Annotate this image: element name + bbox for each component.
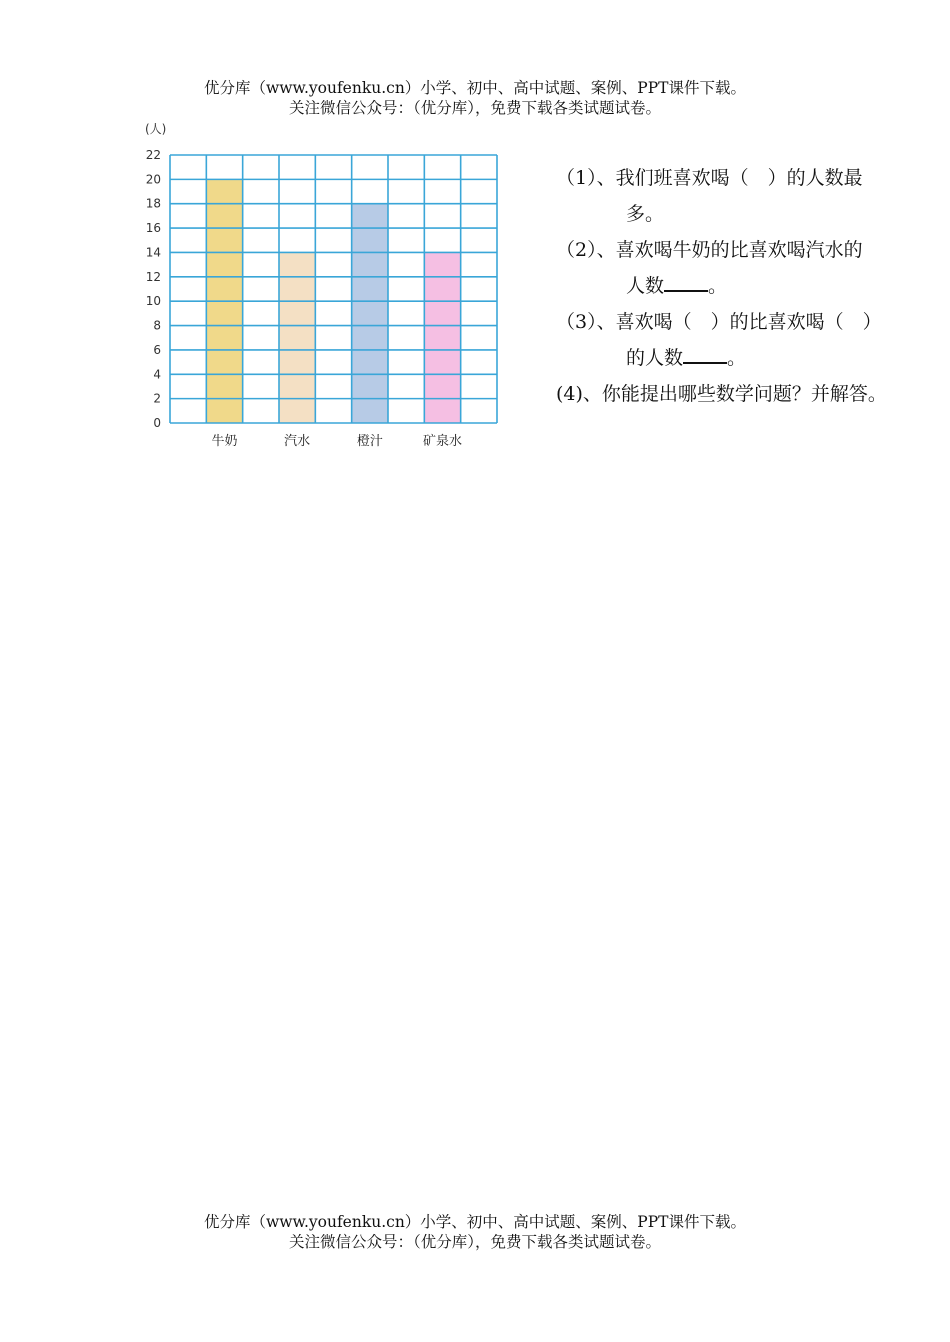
y-tick-label: 18 <box>145 196 161 211</box>
y-tick-label: 2 <box>153 391 161 406</box>
bar-3 <box>352 204 388 423</box>
question-2-line-1: （2）、喜欢喝牛奶的比喜欢喝汽水的 <box>556 239 863 261</box>
bar-4 <box>424 252 460 423</box>
question-3-line-1: （3）、喜欢喝（ ）的比喜欢喝（ ） <box>556 311 882 333</box>
y-tick-label: 14 <box>145 245 161 260</box>
page-header <box>0 78 950 118</box>
y-tick-label: 4 <box>153 367 161 382</box>
question-2 <box>556 232 936 304</box>
question-4 <box>556 376 936 412</box>
y-ticks <box>146 148 161 430</box>
answer-blank-3[interactable] <box>683 340 727 364</box>
question-1-line-1: （1）、我们班喜欢喝（ ）的人数最 <box>556 167 863 189</box>
footer-line-2: 关注微信公众号：（优分库），免费下载各类试题试卷。 <box>288 1233 661 1251</box>
bar-2 <box>279 252 315 423</box>
x-tick-label: 汽水 <box>284 434 311 449</box>
footer-line-1: 优分库（www.youfenku.cn）小学、初中、高中试题、案例、PPT课件下载。 <box>203 1213 747 1231</box>
x-categories <box>211 433 462 449</box>
question-1-line-2: 多。 <box>626 203 665 225</box>
answer-blank-2[interactable] <box>664 268 708 292</box>
y-tick-label: 6 <box>153 342 161 357</box>
y-tick-label: 12 <box>145 269 161 284</box>
x-tick-label: 橙汁 <box>356 434 383 449</box>
question-1 <box>556 160 936 232</box>
question-2-line-2 <box>556 268 936 304</box>
question-2-prefix: 人数 <box>626 275 665 297</box>
y-tick-label: 8 <box>153 318 161 333</box>
y-tick-label: 10 <box>145 294 161 309</box>
header-line-2: 关注微信公众号：（优分库），免费下载各类试题试卷。 <box>288 99 661 117</box>
y-tick-label: 16 <box>145 221 161 236</box>
page-footer <box>0 1212 950 1252</box>
header-line-1: 优分库（www.youfenku.cn）小学、初中、高中试题、案例、PPT课件下载。 <box>203 79 747 97</box>
question-4-line-1: (4)、你能提出哪些数学问题？并解答。 <box>556 383 887 405</box>
x-tick-label: 牛奶 <box>211 434 238 449</box>
question-2-suffix: 。 <box>708 275 728 297</box>
y-tick-label: 0 <box>153 416 161 430</box>
question-3-suffix: 。 <box>727 347 747 369</box>
y-tick-label: 22 <box>145 148 161 162</box>
x-tick-label: 矿泉水 <box>422 434 463 449</box>
bar-chart <box>135 115 515 460</box>
question-3 <box>556 304 936 376</box>
questions <box>556 160 936 412</box>
y-tick-label: 20 <box>145 172 161 187</box>
question-3-prefix: 的人数 <box>626 347 684 369</box>
y-axis-label: (人) <box>145 122 167 136</box>
question-3-line-2 <box>556 340 936 376</box>
